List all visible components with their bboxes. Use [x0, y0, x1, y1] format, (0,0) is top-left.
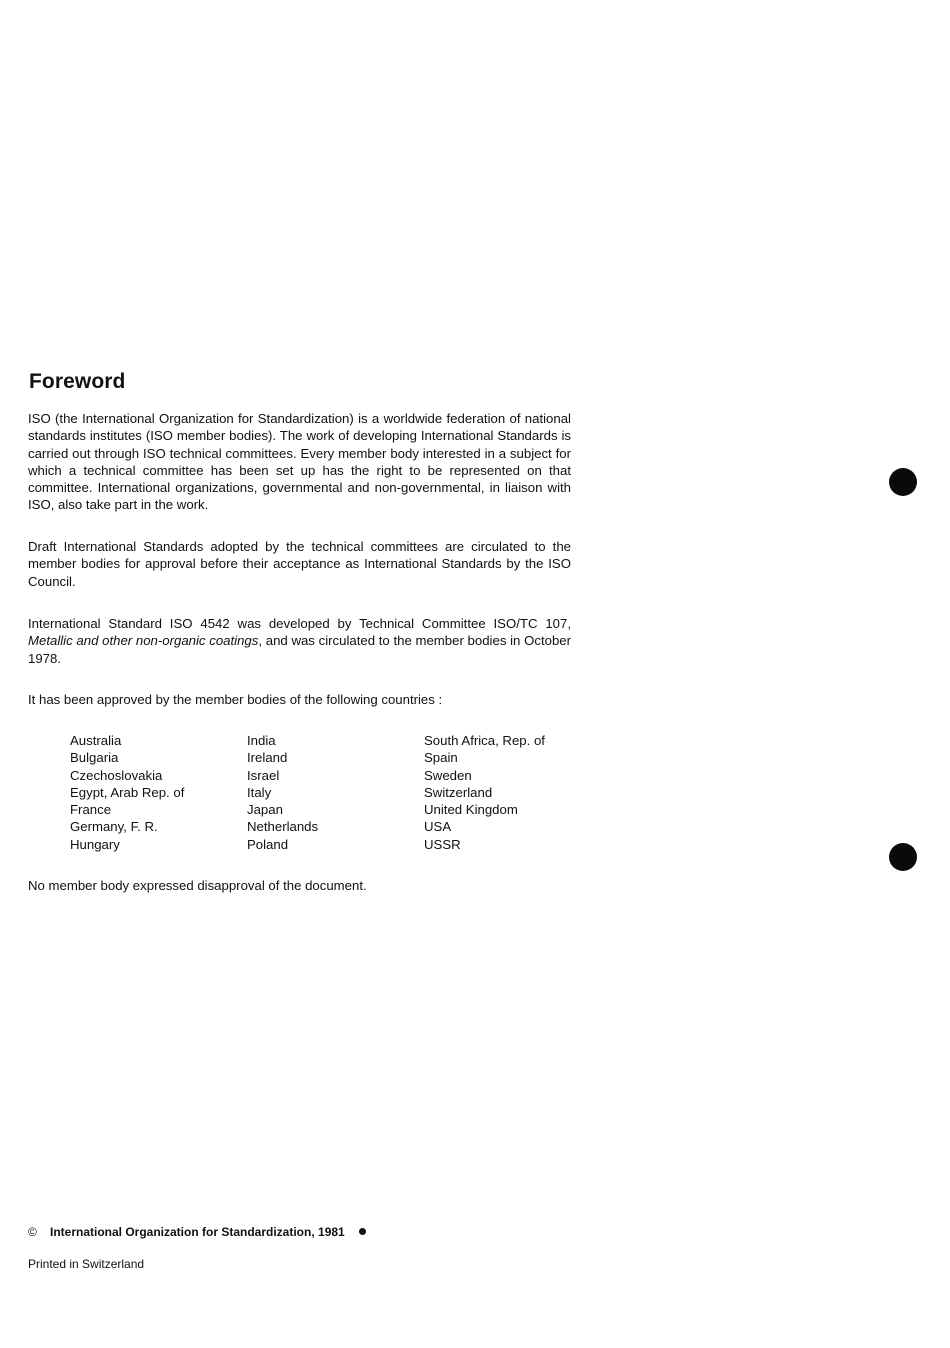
- country-item: Sweden: [424, 767, 472, 783]
- punch-hole-icon: [889, 843, 917, 871]
- country-item: Australia: [70, 733, 122, 748]
- foreword-heading: Foreword: [29, 370, 126, 393]
- copyright-organization: International Organization for Standardization, 1981: [50, 1225, 345, 1239]
- country-item: Switzerland: [424, 784, 493, 800]
- country-item: USSR: [424, 836, 461, 852]
- paragraph-standard-development-end: , and was circulated to the member bodies in October 1978.: [28, 633, 572, 666]
- country-item: Israel: [247, 767, 280, 783]
- country-item: USA: [424, 819, 452, 835]
- country-item: Ireland: [247, 750, 288, 766]
- country-item: Germany, F. R.: [70, 819, 158, 835]
- country-item: Spain: [424, 750, 458, 766]
- country-item: France: [70, 802, 112, 818]
- paragraph-standard-development-start: International Standard ISO 4542 was developed by Technical Committee ISO/TC 107,: [28, 616, 571, 631]
- country-item: India: [247, 733, 276, 748]
- country-item: Poland: [247, 836, 289, 852]
- punch-hole-icon: [889, 468, 917, 496]
- country-item: United Kingdom: [424, 802, 518, 818]
- copyright-icon: ©: [28, 1225, 37, 1239]
- paragraph-standard-development: [28, 615, 571, 667]
- paragraph-draft-standards: Draft International Standards adopted by the technical committees are circulated to the member bodies for approval before their acceptance as International Standards by the ISO Council.: [28, 539, 571, 589]
- countries-column-2: [247, 732, 318, 853]
- paragraph-iso-description: ISO (the International Organization for Standardization) is a worldwide federation of national standards institutes (ISO member bodies). The work of developing International Standards is carried out through ISO technical committees. Every member body interested in a subject for which a technical committee has been set up has the right to be represented on that committee. International organizations, governmental and non-governmental, in liaison with ISO, also take part in the work.: [28, 411, 571, 513]
- country-item: Italy: [247, 784, 272, 800]
- country-item: Bulgaria: [70, 750, 119, 766]
- country-item: Japan: [247, 802, 283, 818]
- copyright-line: [28, 1224, 366, 1240]
- bullet-icon: [359, 1228, 366, 1235]
- committee-title-italic: Metallic and other non-organic coatings: [28, 633, 259, 649]
- paragraph-no-disapproval: No member body expressed disapproval of the document.: [28, 878, 367, 893]
- country-item: South Africa, Rep. of: [424, 733, 545, 748]
- country-item: Egypt, Arab Rep. of: [70, 784, 185, 800]
- printed-in-note: Printed in Switzerland: [28, 1257, 145, 1271]
- paragraph-approval-intro: It has been approved by the member bodies of the following countries :: [28, 692, 443, 707]
- country-item: Hungary: [70, 836, 120, 852]
- country-item: Netherlands: [247, 819, 319, 835]
- country-item: Czechoslovakia: [70, 767, 163, 783]
- countries-column-3: [424, 732, 545, 853]
- countries-column-1: [70, 732, 184, 853]
